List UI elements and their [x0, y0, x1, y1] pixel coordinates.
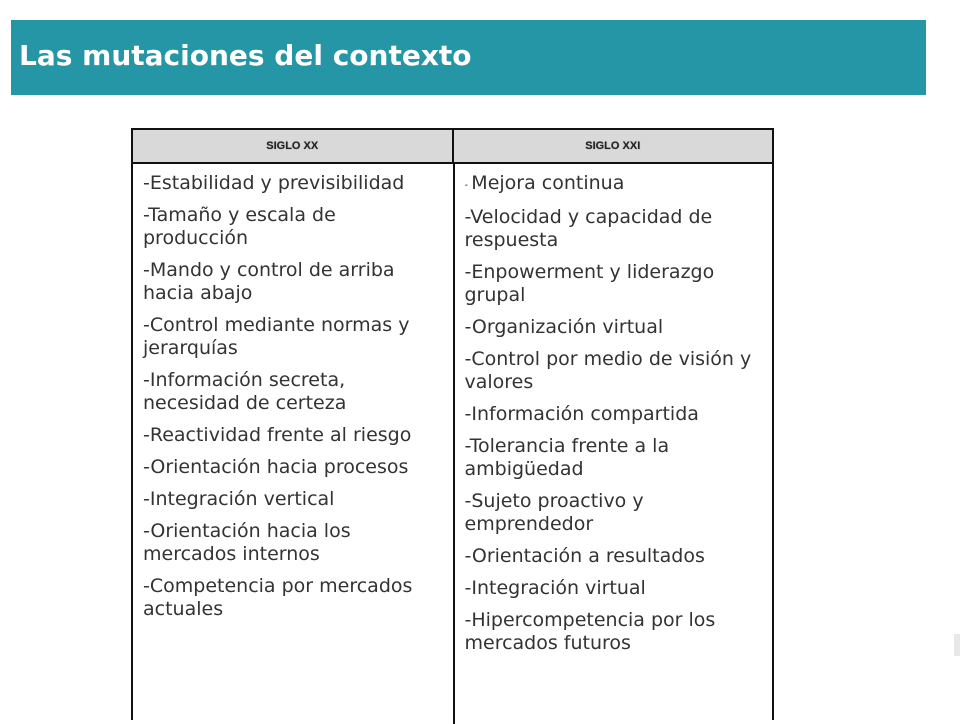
list-item: -Velocidad y capacidad de respuesta [464, 206, 713, 251]
list-item: -Estabilidad y previsibilidad [143, 172, 405, 194]
list-item: -Información secreta, necesidad de certeza [143, 369, 347, 414]
list-item: -Sujeto proactivo y emprendedor [464, 490, 644, 535]
list-item: -Orientación hacia procesos [143, 456, 409, 478]
table-header-row [133, 130, 772, 164]
list-item: -Enpowerment y liderazgo grupal [464, 261, 715, 306]
list-item: -Reactividad frente al riesgo [143, 424, 412, 446]
list-item: -Integración virtual [464, 577, 646, 599]
list-item: - Mejora continua [464, 172, 625, 194]
title-bar [11, 20, 926, 95]
header-siglo-xx: SIGLO XX [266, 140, 319, 152]
list-item: -Integración vertical [143, 488, 335, 510]
slide-title: Las mutaciones del contexto [19, 39, 472, 72]
list-item: -Competencia por mercados actuales [143, 575, 413, 620]
table-body-row [133, 164, 772, 724]
list-item: -Control por medio de visión y valores [464, 348, 752, 393]
list-item: -Mando y control de arriba hacia abajo [143, 259, 395, 304]
list-item: -Orientación a resultados [464, 545, 705, 567]
edge-decoration [954, 634, 960, 656]
list-item: -Control mediante normas y jerarquías [143, 314, 410, 359]
list-item: -Hipercompetencia por los mercados futuros [464, 609, 716, 654]
comparison-table [131, 128, 774, 720]
list-item: -Tolerancia frente a la ambigüedad [464, 435, 670, 480]
list-item: -Organización virtual [464, 316, 664, 338]
column-siglo-xx [133, 164, 453, 724]
header-siglo-xxi: SIGLO XXI [452, 130, 773, 162]
list-item: -Información compartida [464, 403, 699, 425]
list-item: -Orientación hacia los mercados internos [143, 520, 351, 565]
list-item: -Tamaño y escala de producción [143, 204, 336, 249]
column-siglo-xxi [453, 164, 773, 724]
